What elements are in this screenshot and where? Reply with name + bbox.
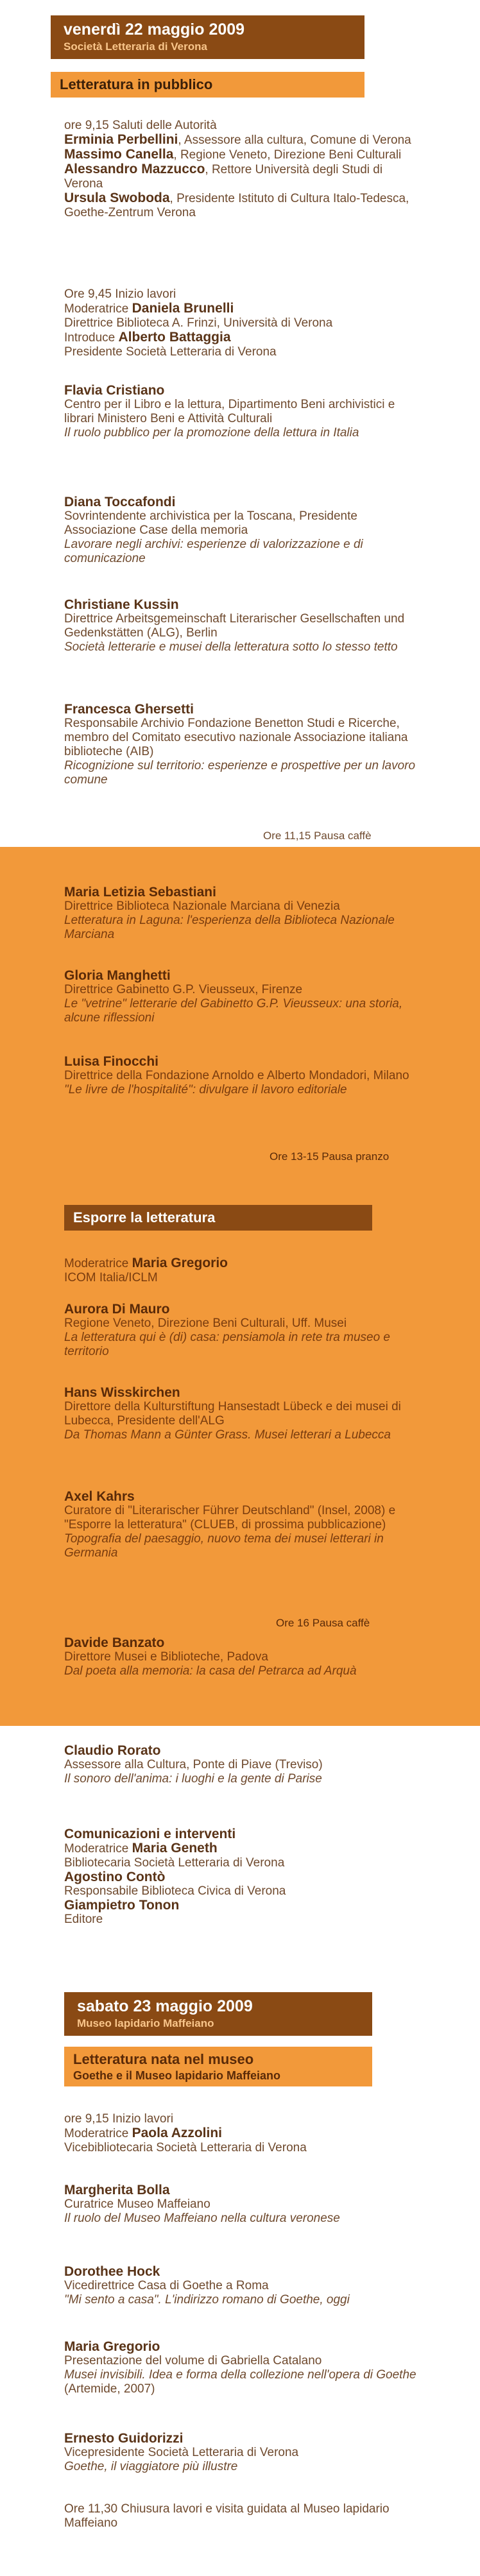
start-time: ore 9,15 Inizio lavori bbox=[64, 2112, 174, 2126]
moderator-name: Maria Geneth bbox=[132, 1841, 218, 1855]
talk-speaker: Davide Banzato bbox=[64, 1635, 165, 1650]
speaker-role: , Regione Veneto, Direzione Beni Culturali bbox=[173, 148, 402, 162]
moderator-prefix: Moderatrice bbox=[64, 2127, 132, 2140]
talk-speaker: Flavia Cristiano bbox=[64, 383, 165, 398]
talk-title: Il sonoro dell'anima: i luoghi e la gente di Parise bbox=[64, 1772, 322, 1786]
speaker-name: Massimo Canella bbox=[64, 147, 174, 162]
talk-role: Direttrice Gabinetto G.P. Vieusseux, Firenze bbox=[64, 983, 303, 996]
talk-title: Da Thomas Mann a Günter Grass. Musei letterari a Lubecca bbox=[64, 1428, 391, 1442]
talk-item bbox=[64, 1636, 424, 1678]
opening-block bbox=[64, 119, 424, 220]
talk-role: Sovrintendente archivistica per la Toscana, Presidente Associazione Case della memoria bbox=[64, 509, 357, 537]
speaker-line bbox=[64, 133, 424, 148]
talk-role: Responsabile Archivio Fondazione Benetton Studi e Ricerche, membro del Comitato esecutivo nazionale Associazione italiana biblioteche (AIB) bbox=[64, 717, 408, 758]
talk-title: Le "vetrine" letterarie del Gabinetto G.P. Vieusseux: una storia, alcune riflessioni bbox=[64, 997, 403, 1025]
intro-line bbox=[64, 330, 424, 345]
talk-speaker: Christiane Kussin bbox=[64, 597, 179, 612]
closing-time: Ore 11,30 Chiusura lavori e visita guidata al Museo lapidario Maffeiano bbox=[64, 2502, 390, 2530]
talk-title: Letteratura in Laguna: l'esperienza della Biblioteca Nazionale Marciana bbox=[64, 914, 395, 941]
talk-item bbox=[64, 2265, 424, 2307]
talk-title: Musei invisibili. Idea e forma della collezione nell'opera di Goethe bbox=[64, 2368, 416, 2382]
participant-name: Agostino Contò bbox=[64, 1870, 166, 1884]
talk-title: Goethe, il viaggiatore più illustre bbox=[64, 2460, 238, 2473]
moderator-prefix: Moderatrice bbox=[64, 1257, 132, 1270]
talk-speaker: Aurora Di Mauro bbox=[64, 1302, 170, 1317]
talk-role: Vicedirettrice Casa di Goethe a Roma bbox=[64, 2279, 269, 2292]
talk-item bbox=[64, 1302, 424, 1359]
talk-role: Direttrice Arbeitsgemeinschaft Literarischer Gesellschaften und Gedenkstätten (ALG), Berlin bbox=[64, 612, 405, 640]
section-title-letteratura-in-pubblico: Letteratura in pubblico bbox=[51, 72, 364, 98]
talk-item bbox=[64, 2432, 424, 2474]
talk-item bbox=[64, 1490, 424, 1560]
moderator-name: Paola Azzolini bbox=[132, 2126, 223, 2140]
talk-item bbox=[64, 1386, 424, 1442]
speaker-line bbox=[64, 191, 424, 220]
talk-speaker: Maria Gregorio bbox=[64, 2339, 160, 2354]
talk-item bbox=[64, 384, 424, 440]
talk-item bbox=[64, 885, 424, 942]
section-title-esporre-la-letteratura: Esporre la letteratura bbox=[64, 1205, 372, 1231]
speaker-line bbox=[64, 148, 424, 162]
talk-speaker: Axel Kahrs bbox=[64, 1489, 135, 1504]
talk-item bbox=[64, 2183, 424, 2226]
talk-title-suffix: (Artemide, 2007) bbox=[64, 2382, 155, 2396]
day1-date: venerdì 22 maggio 2009 bbox=[64, 21, 245, 38]
talk-speaker: Hans Wisskirchen bbox=[64, 1385, 180, 1400]
talk-item bbox=[64, 2340, 424, 2396]
talk-speaker: Luisa Finocchi bbox=[64, 1054, 159, 1069]
day2-date: sabato 23 maggio 2009 bbox=[77, 1997, 253, 2015]
closing-block bbox=[64, 1827, 424, 1927]
day2-start-block bbox=[64, 2112, 424, 2155]
talk-speaker: Diana Toccafondi bbox=[64, 495, 176, 509]
speaker-role: , Presidente Istituto di Cultura Italo-Tedesca, Goethe-Zentrum Verona bbox=[64, 192, 409, 219]
talk-speaker: Maria Letizia Sebastiani bbox=[64, 885, 216, 900]
closing-heading: Comunicazioni e interventi bbox=[64, 1827, 236, 1841]
moderator-line bbox=[64, 1841, 424, 1856]
opening-time: ore 9,15 Saluti delle Autorità bbox=[64, 119, 217, 132]
talk-title: La letteratura qui è (di) casa: pensiamola in rete tra museo e territorio bbox=[64, 1331, 390, 1358]
participant-name: Giampietro Tonon bbox=[64, 1898, 180, 1913]
talk-title: Il ruolo del Museo Maffeiano nella cultura veronese bbox=[64, 2212, 340, 2225]
talk-speaker: Ernesto Guidorizzi bbox=[64, 2431, 184, 2446]
section-title: Letteratura nata nel museo bbox=[73, 2051, 254, 2067]
talk-title: "Mi sento a casa". L'indirizzo romano di Goethe, oggi bbox=[64, 2293, 350, 2307]
talk-role: Direttrice della Fondazione Arnoldo e Alberto Mondadori, Milano bbox=[64, 1069, 409, 1082]
talk-role: Presentazione del volume di Gabriella Catalano bbox=[64, 2354, 322, 2367]
talk-role: Direttrice Biblioteca Nazionale Marciana di Venezia bbox=[64, 900, 340, 913]
pause-caffe-1: Ore 11,15 Pausa caffè bbox=[263, 830, 372, 842]
end-line bbox=[64, 2502, 398, 2530]
day2-header bbox=[64, 1992, 372, 2036]
talk-title: Lavorare negli archivi: esperienze di valorizzazione e di comunicazione bbox=[64, 538, 363, 565]
section2-moderator bbox=[64, 1256, 424, 1285]
talk-role: Direttore Musei e Biblioteche, Padova bbox=[64, 1650, 268, 1664]
talk-item bbox=[64, 969, 424, 1025]
work-start-time: Ore 9,45 Inizio lavori bbox=[64, 287, 176, 301]
talk-title: Ricognizione sul territorio: esperienze e prospettive per un lavoro comune bbox=[64, 759, 416, 787]
talk-role: Assessore alla Cultura, Ponte di Piave (Treviso) bbox=[64, 1758, 323, 1771]
moderator-role: ICOM Italia/ICLM bbox=[64, 1271, 158, 1284]
talk-item bbox=[64, 1055, 424, 1097]
day1-header bbox=[51, 15, 364, 59]
intro-prefix: Introduce bbox=[64, 331, 119, 345]
moderator-name: Daniela Brunelli bbox=[132, 301, 234, 316]
moderator-prefix: Moderatrice bbox=[64, 302, 132, 316]
talk-role: Curatrice Museo Maffeiano bbox=[64, 2197, 210, 2211]
moderator-role: Vicebibliotecaria Società Letteraria di Verona bbox=[64, 2141, 307, 2154]
pause-caffe-2: Ore 16 Pausa caffè bbox=[276, 1617, 370, 1629]
day2-place: Museo lapidario Maffeiano bbox=[77, 2017, 214, 2029]
moderator-role: Direttrice Biblioteca A. Frinzi, Università di Verona bbox=[64, 316, 333, 330]
talk-title: Società letterarie e musei della letteratura sotto lo stesso tetto bbox=[64, 640, 398, 654]
talk-role: Centro per il Libro e la lettura, Dipartimento Beni archivistici e librari Ministero Beni e Attività Culturali bbox=[64, 398, 395, 425]
participant-role: Editore bbox=[64, 1913, 103, 1926]
talk-title: Topografia del paesaggio, nuovo tema dei musei letterari in Germania bbox=[64, 1532, 384, 1560]
talk-title: Dal poeta alla memoria: la casa del Petrarca ad Arquà bbox=[64, 1664, 357, 1678]
pausa-pranzo: Ore 13-15 Pausa pranzo bbox=[270, 1150, 390, 1163]
moderator-prefix: Moderatrice bbox=[64, 1842, 132, 1855]
speaker-role: , Assessore alla cultura, Comune di Verona bbox=[178, 133, 411, 147]
speaker-name: Alessandro Mazzucco bbox=[64, 162, 205, 176]
moderator-role: Bibliotecaria Società Letteraria di Verona bbox=[64, 1856, 285, 1870]
moderator-line bbox=[64, 302, 424, 316]
moderator-name: Maria Gregorio bbox=[132, 1256, 228, 1270]
work-start-block bbox=[64, 287, 424, 359]
talk-speaker: Claudio Rorato bbox=[64, 1743, 161, 1758]
talk-speaker: Dorothee Hock bbox=[64, 2264, 160, 2279]
talk-item bbox=[64, 495, 424, 566]
talk-title: Il ruolo pubblico per la promozione della lettura in Italia bbox=[64, 426, 359, 439]
talk-speaker: Gloria Manghetti bbox=[64, 968, 171, 983]
speaker-name: Erminia Perbellini bbox=[64, 132, 178, 147]
talk-role: Regione Veneto, Direzione Beni Culturali, Uff. Musei bbox=[64, 1317, 347, 1330]
talk-item bbox=[64, 598, 424, 654]
speaker-line bbox=[64, 162, 424, 191]
talk-item bbox=[64, 1744, 424, 1786]
section-title-letteratura-nata-nel-museo bbox=[64, 2047, 372, 2086]
talk-item bbox=[64, 703, 424, 787]
talk-role: Direttore della Kulturstiftung Hansestadt Lübeck e dei musei di Lubecca, Presidente dell'ALG bbox=[64, 1400, 401, 1428]
talk-title: "Le livre de l'hospitalité": divulgare il lavoro editoriale bbox=[64, 1083, 347, 1096]
section-subtitle: Goethe e il Museo lapidario Maffeiano bbox=[73, 2069, 281, 2082]
talk-title-line bbox=[64, 2368, 424, 2396]
speaker-role: , Rettore Università degli Studi di Verona bbox=[64, 163, 383, 191]
day1-place: Società Letteraria di Verona bbox=[64, 40, 207, 53]
talk-speaker: Margherita Bolla bbox=[64, 2183, 170, 2197]
participant-role: Responsabile Biblioteca Civica di Verona bbox=[64, 1884, 286, 1898]
moderator-line bbox=[64, 2126, 424, 2141]
talk-role: Curatore di "Literarischer Führer Deutschland" (Insel, 2008) e "Esporre la letteratura" (CLUEB, di prossima pubblicazione) bbox=[64, 1504, 396, 1531]
moderator-line bbox=[64, 1256, 424, 1271]
speaker-name: Ursula Swoboda bbox=[64, 191, 170, 205]
talk-role: Vicepresidente Società Letteraria di Verona bbox=[64, 2446, 299, 2459]
intro-role: Presidente Società Letteraria di Verona bbox=[64, 345, 277, 359]
talk-speaker: Francesca Ghersetti bbox=[64, 702, 194, 717]
intro-name: Alberto Battaggia bbox=[118, 330, 231, 345]
